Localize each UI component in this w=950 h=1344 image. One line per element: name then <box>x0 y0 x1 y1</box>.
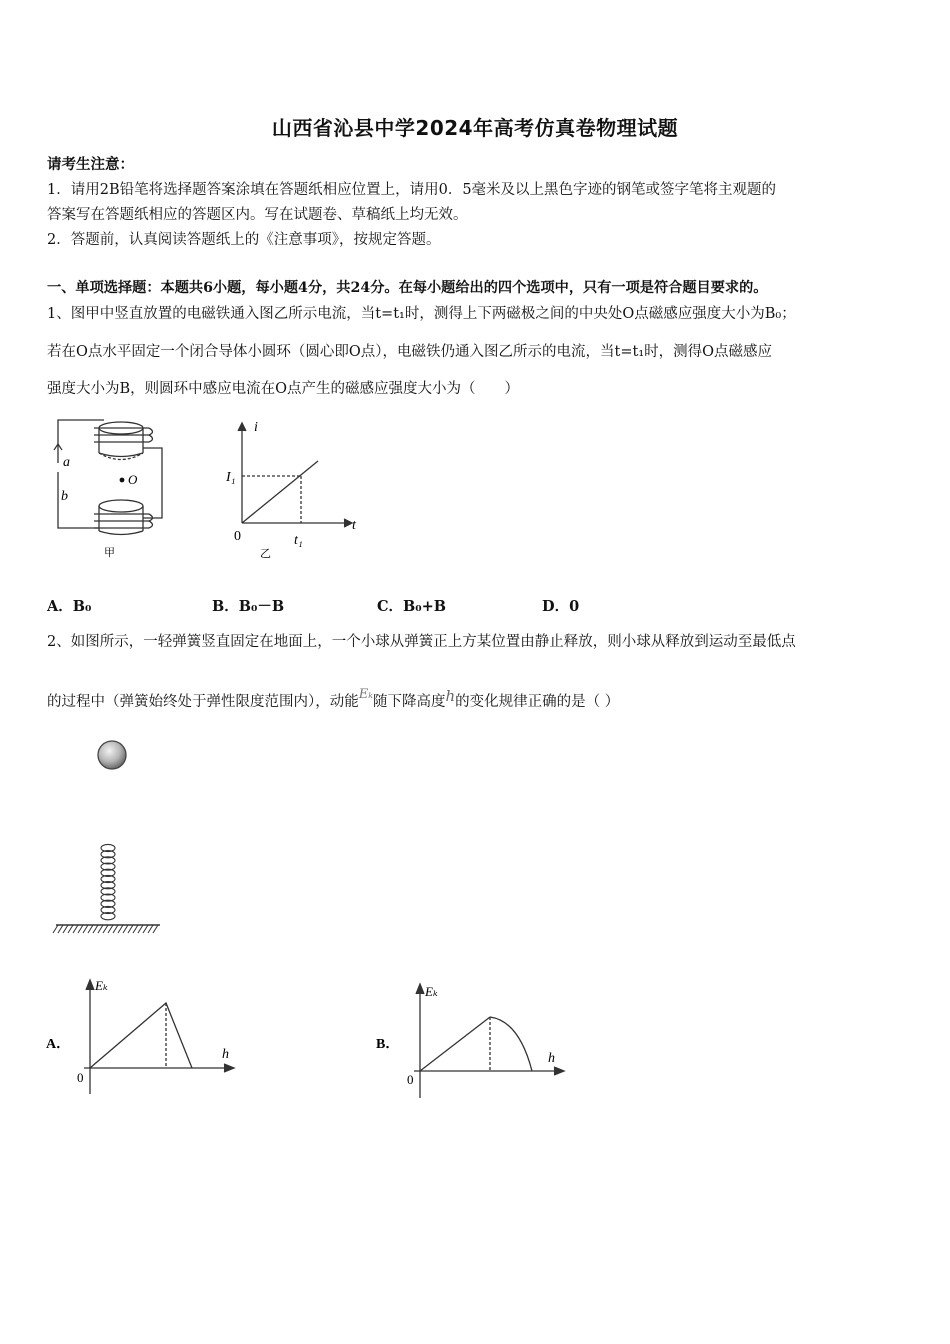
ground-hatch <box>83 925 88 933</box>
fig-jia-caption: 甲 <box>104 547 115 559</box>
ground-hatch <box>113 925 118 933</box>
q2-line-2-b: 随下降高度 <box>372 694 446 710</box>
fig-yi-caption: 乙 <box>260 548 271 560</box>
ground-hatch <box>93 925 98 933</box>
electromagnet-figure <box>44 408 184 563</box>
notice-heading: 请考生注意： <box>47 156 134 173</box>
graph-a-origin: 0 <box>77 1070 84 1085</box>
ground-hatch <box>138 925 143 933</box>
q2-line-1: 2、如图所示，一轻弹簧竖直固定在地面上，一个小球从弹簧正上方某位置由静止释放，则小球从释放到运动至最低点 <box>47 634 796 650</box>
q1-option-a[interactable]: A．B₀ <box>47 598 92 615</box>
graph-b-x-label: h <box>548 1051 555 1066</box>
ground-hatch <box>98 925 103 933</box>
h-symbol: h <box>445 687 456 705</box>
q2-line-2 <box>47 687 620 711</box>
q1-line-1: 1、图甲中竖直放置的电磁铁通入图乙所示电流，当t=t₁时，测得上下两磁极之间的中央处O点磁感应强度大小为B₀； <box>47 306 796 322</box>
q2-line-2-a: 的过程中（弹簧始终处于弹性限度范围内），动能 <box>47 694 359 710</box>
ground-hatch <box>63 925 68 933</box>
notice-line-2: 答案写在答题纸相应的答题区内。写在试题卷、草稿纸上均无效。 <box>47 207 468 223</box>
q1-option-b[interactable]: B．B₀－B <box>212 598 285 615</box>
ground-hatch <box>88 925 93 933</box>
ground-hatch <box>148 925 153 933</box>
q1-option-d[interactable]: D．0 <box>542 598 580 615</box>
spring-figure <box>52 838 164 938</box>
point-o-marker <box>120 478 125 483</box>
axis-t-label: t <box>352 518 356 533</box>
graph-a-y-label: Eₖ <box>95 978 108 993</box>
graph-b-label: B． <box>376 1037 400 1052</box>
ground-hatch <box>133 925 138 933</box>
section-heading: 一、单项选择题：本题共6小题，每小题4分，共24分。在每小题给出的四个选项中，只有一项是符合题目要求的。 <box>47 280 768 296</box>
label-a: a <box>63 455 70 470</box>
graph-b[interactable] <box>374 976 574 1102</box>
ground-hatch <box>118 925 123 933</box>
ground-hatch <box>73 925 78 933</box>
ek-symbol: Eₖ <box>358 687 373 702</box>
ground-hatch <box>53 925 58 933</box>
graph-a[interactable] <box>44 972 244 1098</box>
current-time-graph <box>220 415 370 560</box>
ground-hatch <box>143 925 148 933</box>
graph-b-origin: 0 <box>407 1072 414 1087</box>
q1-line-3: 强度大小为B，则圆环中感应电流在O点产生的磁感应强度大小为（ ） <box>47 381 520 397</box>
graph-a-x-label: h <box>222 1047 229 1062</box>
graph-b-y-label: Eₖ <box>425 984 438 999</box>
q1-option-c[interactable]: C．B₀+B <box>377 598 447 615</box>
q2-line-2-c: 的变化规律正确的是（ ） <box>455 694 620 710</box>
q1-line-2: 若在O点水平固定一个闭合导体小圆环（圆心即O点），电磁铁仍通入图乙所示的电流，当t=t₁时，测得O点磁感应 <box>47 344 773 360</box>
ground-hatch <box>58 925 63 933</box>
origin-label: 0 <box>234 529 241 544</box>
axis-i-label: i <box>254 420 258 435</box>
ground-hatch <box>68 925 73 933</box>
label-b: b <box>61 489 68 504</box>
ground-hatch <box>78 925 83 933</box>
ground-hatch <box>108 925 113 933</box>
label-o: O <box>128 472 138 487</box>
ground-hatch <box>103 925 108 933</box>
i1-label: I₁ <box>226 470 236 485</box>
notice-line-1: 1．请用2B铅笔将选择题答案涂填在答题纸相应位置上，请用0．5毫米及以上黑色字迹的钢笔或签字笔将主观题的 <box>47 182 777 198</box>
ground-hatch <box>128 925 133 933</box>
ball-figure <box>94 737 130 773</box>
t1-label: t₁ <box>294 533 303 548</box>
ground-hatch <box>123 925 128 933</box>
page-title: 山西省沁县中学2024年高考仿真卷物理试题 <box>271 116 679 140</box>
ground-hatch <box>153 925 158 933</box>
notice-line-3: 2．答题前，认真阅读答题纸上的《注意事项》，按规定答题。 <box>47 232 441 248</box>
graph-a-label: A． <box>46 1037 71 1052</box>
